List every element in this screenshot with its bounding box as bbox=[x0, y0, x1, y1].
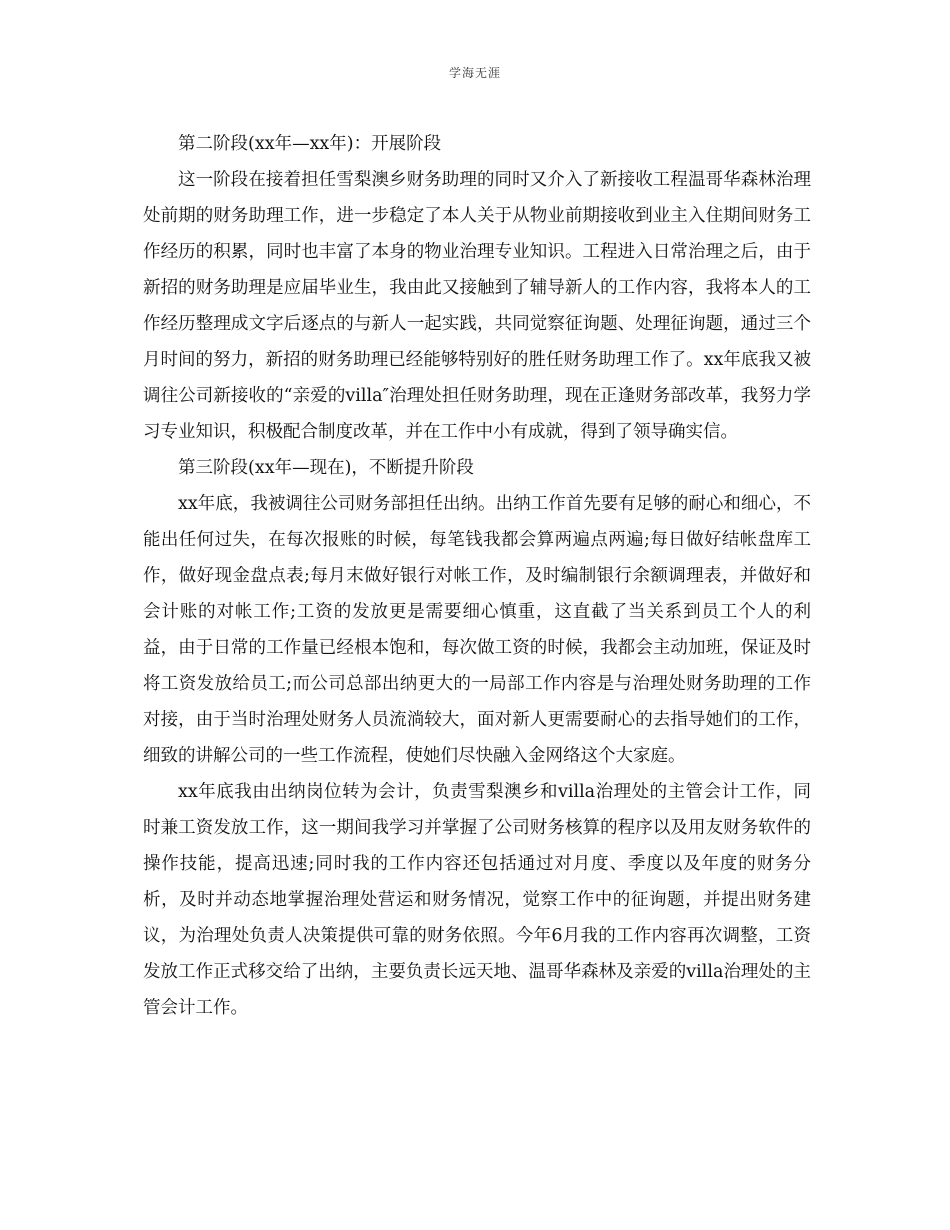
paragraph-cashier: xx年底，我被调往公司财务部担任出纳。出纳工作首先要有足够的耐心和细心，不能出任何过失，在每次报账的时候，每笔钱我都会算两遍点两遍;每日做好结帐盘库工作，做好现金盘点表;每月末做好银行对帐工作，及时编制银行余额调理表，并做好和会计账的对帐工作;工资的发放更是需要细心慎重，这直截了当关系到员工个人的利益，由于日常的工作量已经根本饱和，每次做工资的时候，我都会主动加班，保证及时将工资发放给员工;而公司总部出纳更大的一局部工作内容是与治理处财务助理的工作对接，由于当时治理处财务人员流淌较大，面对新人更需要耐心的去指导她们的工作，细致的讲解公司的一些工作流程，使她们尽快融入金网络这个大家庭。 bbox=[143, 494, 811, 766]
document-body bbox=[143, 126, 811, 1026]
section-heading-stage-three: 第三阶段(xx年—现在)，不断提升阶段 bbox=[178, 458, 474, 478]
section-heading-stage-two: 第二阶段(xx年—xx年)：开展阶段 bbox=[178, 134, 442, 154]
paragraph-stage-two: 这一阶段在接着担任雪梨澳乡财务助理的同时又介入了新接收工程温哥华森林治理处前期的财务助理工作，进一步稳定了本人关于从物业前期接收到业主入住期间财务工作经历的积累，同时也丰富了本身的物业治理专业知识。工程进入日常治理之后，由于新招的财务助理是应届毕业生，我由此又接触到了辅导新人的工作内容，我将本人的工作经历整理成文字后逐点的与新人一起实践，共同觉察征询题、处理征询题，通过三个月时间的努力，新招的财务助理已经能够特别好的胜任财务助理工作了。xx年底我又被调往公司新接收的“亲爱的villa″治理处担任财务助理，现在正逢财务部改革，我努力学习专业知识，积极配合制度改革，并在工作中小有成就，得到了领导确实信。 bbox=[143, 170, 811, 442]
page-header: 学海无涯 bbox=[448, 66, 501, 80]
paragraph-accountant: xx年底我由出纳岗位转为会计，负责雪梨澳乡和villa治理处的主管会计工作，同时兼工资发放工作，这一期间我学习并掌握了公司财务核算的程序以及用友财务软件的操作技能，提高迅速;同时我的工作内容还包括通过对月度、季度以及年度的财务分析，及时并动态地掌握治理处营运和财务情况，觉察工作中的征询题，并提出财务建议，为治理处负责人决策提供可靠的财务依照。今年6月我的工作内容再次调整，工资发放工作正式移交给了出纳，主要负责长远天地、温哥华森林及亲爱的villa治理处的主管会计工作。 bbox=[143, 782, 811, 1018]
